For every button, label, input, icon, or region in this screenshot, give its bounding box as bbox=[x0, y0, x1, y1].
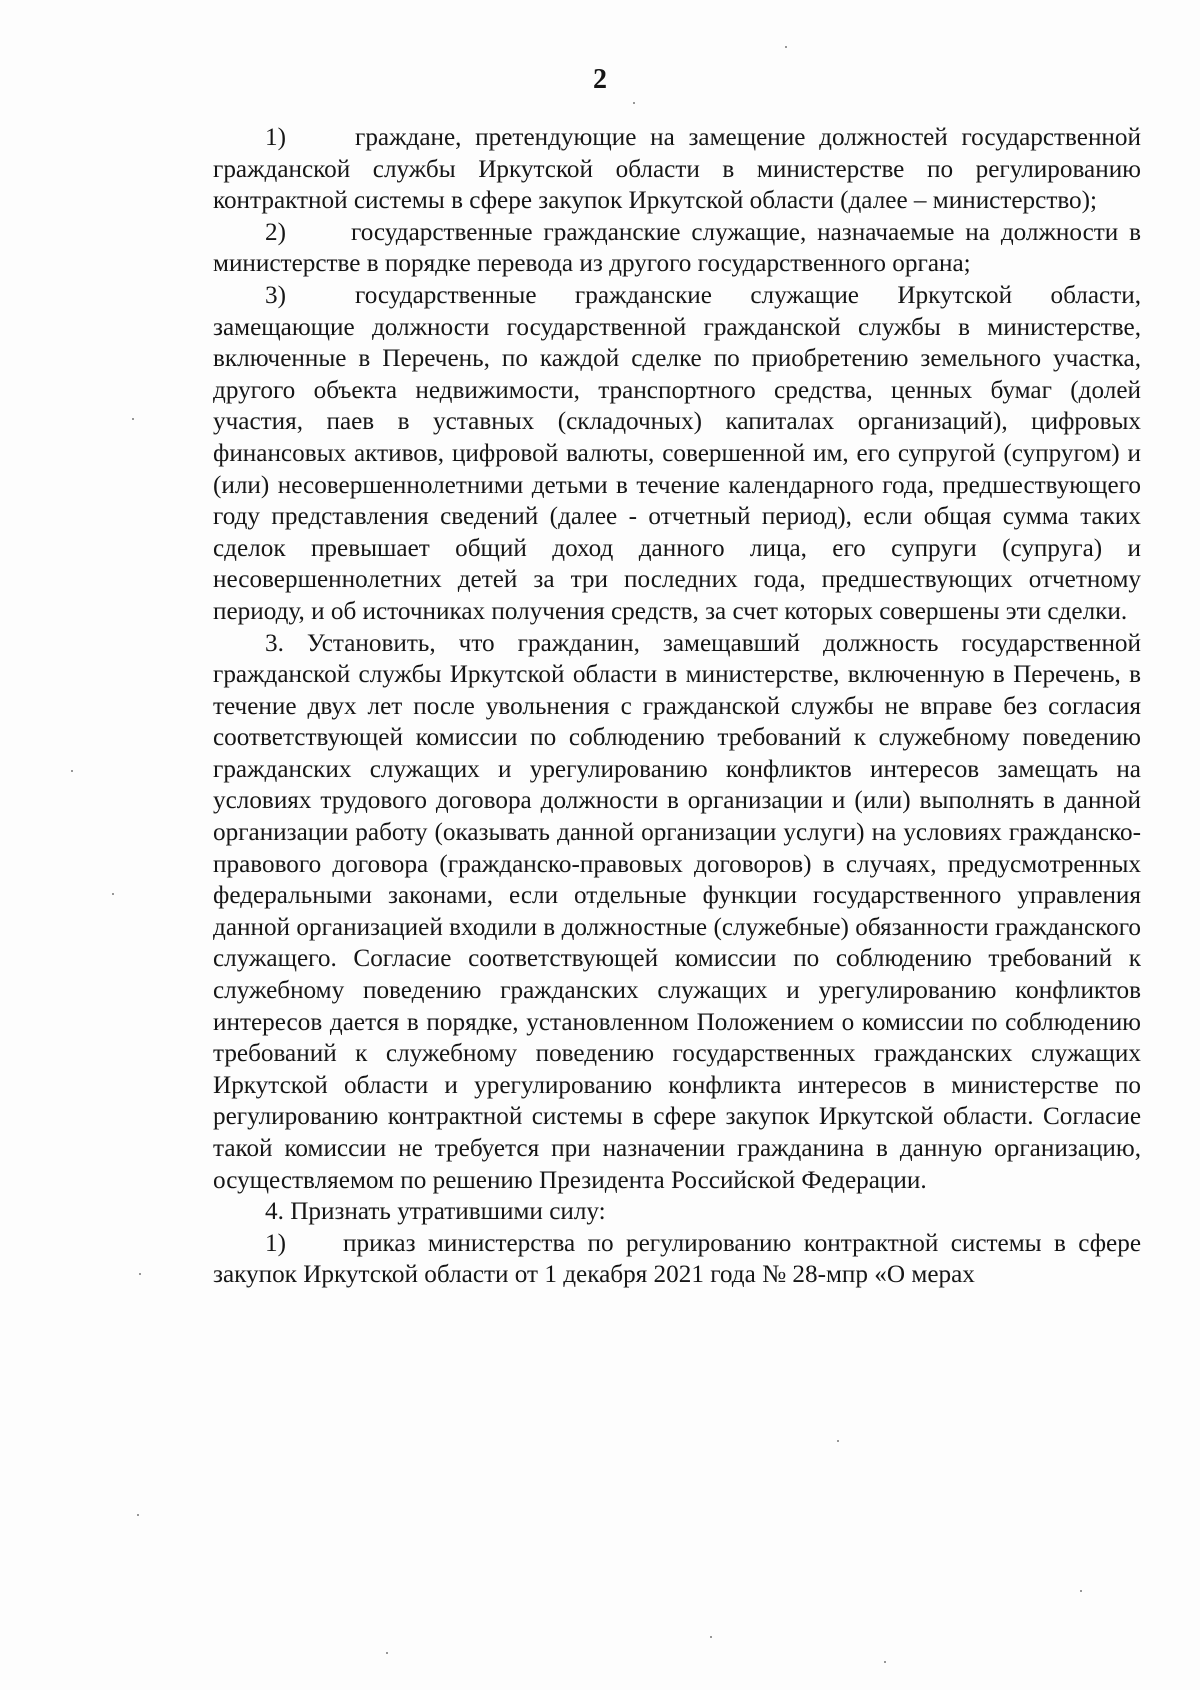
list-item-text: государственные гражданские служащие Иркутской области, замещающие должности государственной гражданской службы в министерстве, включенные в Перечень, по каждой сделке по приобретению земельного участка, другого объекта недвижимости, транспортного средства, ценных бумаг (долей участия, паев в уставных (складочных) капиталах организаций), цифровых финансовых активов, цифровой валюты, совершенной им, его супругой (супругом) и (или) несовершеннолетними детьми в течение календарного года, предшествующего году представления сведений (далее - отчетный период), если общая сумма таких сделок превышает общий доход данного лица, его супруги (супруга) и несовершеннолетних детей за три последних года, предшествующих отчетному периоду, и об источниках получения средств, за счет которых совершены эти сделки. bbox=[213, 281, 1141, 625]
list-item-number: 1) bbox=[265, 1229, 286, 1257]
scan-speck bbox=[132, 418, 134, 420]
list-item-listed-servants bbox=[213, 280, 1141, 628]
document-body bbox=[213, 122, 1141, 1291]
scan-speck bbox=[137, 1514, 139, 1516]
scan-speck bbox=[884, 1661, 886, 1663]
list-item-number: 1) bbox=[265, 124, 286, 151]
list-item-text: приказ министерства по регулированию контрактной системы в сфере закупок Иркутской области от 1 декабря 2021 года № 28-мпр «О мерах bbox=[213, 1229, 1141, 1289]
scan-speck bbox=[1080, 1590, 1082, 1592]
scan-speck bbox=[837, 1440, 839, 1442]
clause-4-paragraph: 4. Признать утратившими силу: bbox=[265, 1198, 606, 1226]
list-item-text: государственные гражданские служащие, назначаемые на должности в министерстве в порядке перевода из другого государственного органа; bbox=[213, 218, 1141, 278]
scan-speck bbox=[386, 1652, 388, 1654]
list-item-text: граждане, претендующие на замещение должностей государственной гражданской службы Иркутской области в министерстве по регулированию контрактной системы в сфере закупок Иркутской области (далее – министерство); bbox=[213, 124, 1141, 215]
list-item-citizens bbox=[213, 122, 1141, 217]
list-item-number: 2) bbox=[265, 218, 286, 246]
list-item-number: 3) bbox=[265, 281, 286, 309]
scan-speck bbox=[710, 1636, 712, 1638]
clause-3-paragraph: 3. Установить, что гражданин, замещавший должность государственной гражданской службы Иркутской области в министерстве, включенную в Перечень, в течение двух лет после увольнения с гражданской службы не вправе без согласия соответствующей комиссии по соблюдению требований к служебному поведению гражданских служащих и урегулированию конфликтов интересов замещать на условиях трудового договора должности в организации и (или) выполнять в данной организации работу (оказывать данной организации услуги) на условиях гражданско-правового договора (гражданско-правовых договоров) в случаях, предусмотренных федеральными законами, если отдельные функции государственного управления данной организацией входили в должностные (служебные) обязанности гражданского служащего. Согласие соответствующей комиссии по соблюдению требований к служебному поведению гражданских служащих и урегулированию конфликтов интересов дается в порядке, установленном Положением о комиссии по соблюдению требований к служебному поведению государственных гражданских служащих Иркутской области и урегулированию конфликта интересов в министерстве по регулированию контрактной системы в сфере закупок Иркутской области. Согласие такой комиссии не требуется при назначении гражданина в данную организацию, осуществляемом по решению Президента Российской Федерации. bbox=[213, 629, 1141, 1194]
scan-speck bbox=[112, 893, 114, 895]
list-item-transferred-servants bbox=[213, 217, 1141, 280]
scan-speck bbox=[633, 102, 635, 104]
scan-speck bbox=[71, 770, 73, 772]
page-number: 2 bbox=[593, 64, 607, 95]
scan-speck bbox=[785, 46, 787, 48]
list-item-repealed-order bbox=[213, 1228, 1141, 1291]
scan-speck bbox=[139, 1273, 141, 1275]
